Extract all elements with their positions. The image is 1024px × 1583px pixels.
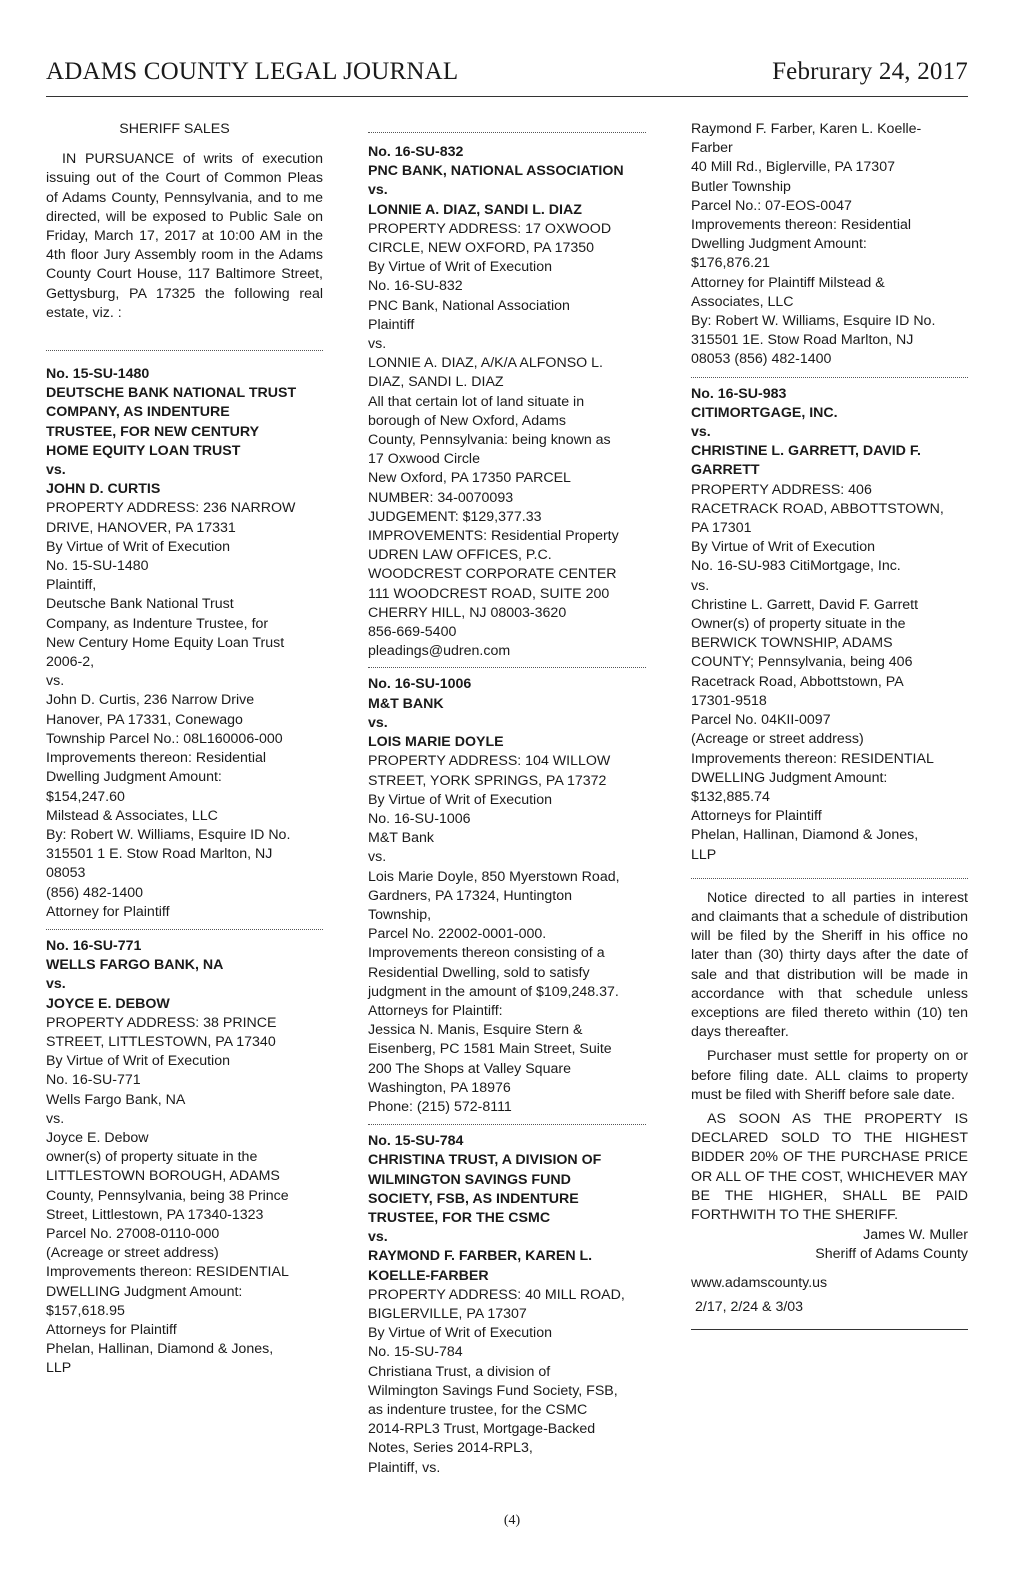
- case-detail-line: vs.: [691, 577, 710, 594]
- case-detail-line: Parcel No. 22002-0001-000.: [368, 926, 547, 943]
- case-detail-line: Phelan, Hallinan, Diamond & Jones,: [691, 827, 919, 844]
- case-detail-line: Plaintiff, vs.: [368, 1459, 441, 1476]
- separator: [691, 377, 968, 378]
- case-detail-line: DRIVE, HANOVER, PA 17331: [46, 519, 236, 536]
- case-detail-line: PROPERTY ADDRESS: 104 WILLOW: [368, 753, 611, 770]
- case-detail-line: By Virtue of Writ of Execution: [46, 538, 230, 555]
- case-detail-line: JUDGEMENT: $129,377.33: [368, 508, 542, 525]
- case-detail-line: Milstead & Associates, LLC: [46, 807, 218, 824]
- case-detail-line: PNC Bank, National Association: [368, 297, 570, 314]
- case-detail-line: Butler Township: [691, 178, 791, 195]
- case-detail-line: 2006-2,: [46, 654, 95, 671]
- case-detail-line: 315501 1E. Stow Road Marlton, NJ: [691, 332, 914, 349]
- case-detail-line: PROPERTY ADDRESS: 236 NARROW: [46, 500, 296, 517]
- case-detail-line: DWELLING Judgment Amount:: [46, 1283, 243, 1300]
- case-detail-line: (Acreage or street address): [691, 731, 864, 748]
- case-detail-line: vs.: [368, 336, 387, 353]
- defendant-line: GARRETT: [691, 462, 760, 479]
- defendant-line: LOIS MARIE DOYLE: [368, 734, 504, 751]
- case-listing: [368, 1132, 646, 1478]
- case-detail-line: Gardners, PA 17324, Huntington: [368, 887, 573, 904]
- case-detail-line: No. 15-SU-784: [368, 1344, 463, 1361]
- case-detail-line: Christine L. Garrett, David F. Garrett: [691, 596, 919, 613]
- case-detail-line: No. 15-SU-1480: [46, 558, 149, 575]
- case-detail-line: vs.: [46, 1110, 65, 1127]
- case-number: No. 16-SU-983: [691, 385, 787, 402]
- case-detail-line: 856-669-5400: [368, 624, 457, 641]
- case-listing: [368, 143, 646, 661]
- case-detail-line: Raymond F. Farber, Karen L. Koelle-: [691, 121, 922, 137]
- case-detail-line: By Virtue of Writ of Execution: [46, 1053, 230, 1070]
- case-detail-line: Company, as Indenture Trustee, for: [46, 615, 269, 632]
- case-detail-line: $132,885.74: [691, 788, 770, 805]
- case-detail-line: RACETRACK ROAD, ABBOTTSTOWN,: [691, 500, 944, 517]
- case-detail-line: 08053 (856) 482-1400: [691, 351, 832, 368]
- case-detail-line: County, Pennsylvania: being known as: [368, 432, 611, 449]
- case-detail-line: $157,618.95: [46, 1302, 125, 1319]
- case-detail-line: Owner(s) of property situate in the: [691, 616, 906, 633]
- case-detail-line: 08053: [46, 865, 86, 882]
- case-detail-line: By Virtue of Writ of Execution: [368, 259, 552, 276]
- case-number: No. 16-SU-1006: [368, 676, 472, 693]
- case-detail-line: PROPERTY ADDRESS: 38 PRINCE: [46, 1014, 277, 1031]
- case-detail-line: Parcel No. 27008-0110-000: [46, 1225, 220, 1242]
- case-detail-line: borough of New Oxford, Adams: [368, 412, 566, 429]
- case-detail-line: Phone: (215) 572-8111: [368, 1098, 512, 1115]
- case-detail-line: Farber: [691, 140, 733, 157]
- versus-label: vs.: [46, 462, 66, 479]
- versus-label: vs.: [368, 182, 388, 199]
- case-detail-line: Township Parcel No.: 08L160006-000: [46, 730, 283, 747]
- case-detail-line: Improvements thereon: RESIDENTIAL: [46, 1264, 289, 1281]
- case-detail-line: NUMBER: 34-0070093: [368, 489, 514, 506]
- case-detail-line: M&T Bank: [368, 830, 434, 847]
- case-detail-line: (Acreage or street address): [46, 1245, 219, 1262]
- case-detail-line: Attorney for Plaintiff Milstead &: [691, 274, 885, 291]
- case-detail-line: Dwelling Judgment Amount:: [46, 769, 222, 786]
- case-detail-line: Eisenberg, PC 1581 Main Street, Suite: [368, 1041, 612, 1058]
- case-detail-line: PROPERTY ADDRESS: 17 OXWOOD: [368, 220, 612, 237]
- case-detail-line: 200 The Shops at Valley Square: [368, 1060, 571, 1077]
- plaintiff-line: PNC BANK, NATIONAL ASSOCIATION: [368, 163, 624, 180]
- case-detail-line: CHERRY HILL, NJ 08003-3620: [368, 604, 567, 621]
- page-number: (4): [503, 1513, 521, 1528]
- journal-header: [46, 58, 968, 94]
- case-detail-line: Improvements thereon: RESIDENTIAL: [691, 750, 934, 767]
- case-detail-line: County, Pennsylvania, being 38 Prince: [46, 1187, 289, 1204]
- case-detail-line: UDREN LAW OFFICES, P.C.: [368, 547, 552, 564]
- separator: [46, 929, 323, 930]
- case-detail-line: Plaintiff,: [46, 577, 97, 594]
- separator: [368, 667, 646, 668]
- case-detail-line: Parcel No. 04KII-0097: [691, 712, 831, 729]
- plaintiff-line: HOME EQUITY LOAN TRUST: [46, 442, 241, 459]
- case-detail-line: Parcel No.: 07-EOS-0047: [691, 197, 852, 214]
- plaintiff-line: TRUSTEE, FOR NEW CENTURY: [46, 423, 260, 440]
- case-detail-line: No. 16-SU-983 CitiMortgage, Inc.: [691, 558, 901, 575]
- case-detail-line: By Virtue of Writ of Execution: [691, 539, 875, 556]
- case-detail-line: PROPERTY ADDRESS: 40 MILL ROAD,: [368, 1286, 625, 1303]
- defendant-line: LONNIE A. DIAZ, SANDI L. DIAZ: [368, 201, 582, 218]
- case-detail-line: Deutsche Bank National Trust: [46, 596, 234, 613]
- case-detail-line: BERWICK TOWNSHIP, ADAMS: [691, 635, 893, 652]
- defendant-line: RAYMOND F. FARBER, KAREN L.: [368, 1248, 593, 1265]
- case-detail-line: No. 16-SU-1006: [368, 810, 471, 827]
- case-detail-line: By Virtue of Writ of Execution: [368, 1325, 552, 1342]
- case-detail-line: Joyce E. Debow: [46, 1129, 149, 1146]
- case-detail-line: STREET, YORK SPRINGS, PA 17372: [368, 772, 607, 789]
- column-3: [691, 120, 968, 1330]
- case-detail-line: Notes, Series 2014-RPL3,: [368, 1440, 533, 1457]
- header-rule: [46, 96, 968, 97]
- case-detail-line: Racetrack Road, Abbottstown, PA: [691, 673, 904, 690]
- case-detail-line: $154,247.60: [46, 788, 125, 805]
- versus-label: vs.: [691, 424, 711, 441]
- case-listing: [691, 385, 968, 865]
- case-detail-line: WOODCREST CORPORATE CENTER: [368, 566, 617, 583]
- plaintiff-line: SOCIETY, FSB, AS INDENTURE: [368, 1190, 579, 1207]
- plaintiff-line: COMPANY, AS INDENTURE: [46, 404, 230, 421]
- website-link: www.adamscounty.us: [691, 1274, 828, 1291]
- case-detail-line: BIGLERVILLE, PA 17307: [368, 1305, 527, 1322]
- plaintiff-line: WILMINGTON SAVINGS FUND: [368, 1171, 571, 1188]
- defendant-line: CHRISTINE L. GARRETT, DAVID F.: [691, 443, 921, 460]
- case-detail-line: Phelan, Hallinan, Diamond & Jones,: [46, 1341, 274, 1358]
- case-number: No. 15-SU-1480: [46, 366, 150, 383]
- versus-label: vs.: [368, 714, 388, 731]
- signer-title: Sheriff of Adams County: [815, 1246, 968, 1263]
- case-detail-line: By Virtue of Writ of Execution: [368, 791, 552, 808]
- case-detail-line: LITTLESTOWN BOROUGH, ADAMS: [46, 1168, 280, 1185]
- case-listing: [46, 937, 323, 1379]
- versus-label: vs.: [368, 1229, 388, 1246]
- case-detail-line: No. 16-SU-771: [46, 1072, 141, 1089]
- case-detail-line: Attorneys for Plaintiff: [46, 1321, 177, 1338]
- case-detail-line: 17301-9518: [691, 692, 767, 709]
- case-detail-line: Washington, PA 18976: [368, 1079, 511, 1096]
- issue-date: Februrary 24, 2017: [772, 58, 968, 85]
- case-detail-line: Attorneys for Plaintiff: [691, 808, 822, 825]
- plaintiff-line: M&T BANK: [368, 695, 444, 712]
- versus-label: vs.: [46, 976, 66, 993]
- case-detail-line: Attorney for Plaintiff: [46, 903, 170, 920]
- case-detail-line: Hanover, PA 17331, Conewago: [46, 711, 243, 728]
- plaintiff-line: TRUSTEE, FOR THE CSMC: [368, 1209, 551, 1226]
- case-detail-line: Township,: [368, 906, 432, 923]
- case-detail-line: CIRCLE, NEW OXFORD, PA 17350: [368, 240, 595, 257]
- case-detail-line: Jessica N. Manis, Esquire Stern &: [368, 1022, 583, 1039]
- case-detail-line: 40 Mill Rd., Biglerville, PA 17307: [691, 159, 895, 176]
- case-detail-line: By: Robert W. Williams, Esquire ID No.: [691, 313, 936, 330]
- plaintiff-line: WELLS FARGO BANK, NA: [46, 957, 224, 974]
- separator: [691, 878, 968, 879]
- signer-name: James W. Muller: [863, 1227, 968, 1244]
- case-detail-line: judgment in the amount of $109,248.37.: [368, 983, 619, 1000]
- settlement-notice: Purchaser must settle for property on or before filing date. ALL claims to property must be filed with Sheriff before sale date.: [691, 1048, 968, 1103]
- defendant-line: JOYCE E. DEBOW: [46, 995, 170, 1012]
- case-number: No. 16-SU-832: [368, 144, 464, 160]
- case-continued: [691, 120, 968, 370]
- case-detail-line: Residential Dwelling, sold to satisfy: [368, 964, 590, 981]
- case-detail-line: STREET, LITTLESTOWN, PA 17340: [46, 1033, 276, 1050]
- case-detail-line: Dwelling Judgment Amount:: [691, 236, 867, 253]
- case-detail-line: 17 Oxwood Circle: [368, 451, 480, 468]
- case-detail-line: No. 16-SU-832: [368, 278, 463, 295]
- closing-rule: [691, 1329, 968, 1330]
- case-listing: [46, 365, 323, 922]
- case-detail-line: 2014-RPL3 Trust, Mortgage-Backed: [368, 1421, 596, 1438]
- payment-notice: AS SOON AS THE PROPERTY IS DECLARED SOLD TO THE HIGHEST BIDDER 20% OF THE PURCHASE PRICE OR ALL OF THE COST, WHICHEVER MAY BE THE HIGHER, SHALL BE PAID FORTHWITH TO THE SHERIFF.: [691, 1110, 968, 1223]
- case-detail-line: DWELLING Judgment Amount:: [691, 769, 888, 786]
- case-detail-line: 111 WOODCREST ROAD, SUITE 200: [368, 585, 610, 602]
- case-detail-line: Wilmington Savings Fund Society, FSB,: [368, 1382, 618, 1399]
- case-detail-line: John D. Curtis, 236 Narrow Drive: [46, 692, 255, 709]
- case-detail-line: COUNTY; Pennsylvania, being 406: [691, 654, 913, 671]
- case-number: No. 16-SU-771: [46, 937, 142, 954]
- case-detail-line: (856) 482-1400: [46, 884, 144, 901]
- separator: [368, 132, 646, 133]
- journal-title: ADAMS COUNTY LEGAL JOURNAL: [46, 58, 459, 85]
- case-detail-line: All that certain lot of land situate in: [368, 393, 585, 410]
- column-2: [368, 120, 646, 1478]
- plaintiff-line: CHRISTINA TRUST, A DIVISION OF: [368, 1152, 602, 1169]
- case-detail-line: New Oxford, PA 17350 PARCEL: [368, 470, 571, 487]
- case-detail-line: owner(s) of property situate in the: [46, 1149, 258, 1166]
- case-detail-line: vs.: [46, 673, 65, 690]
- case-detail-line: DIAZ, SANDI L. DIAZ: [368, 374, 504, 391]
- case-detail-line: New Century Home Equity Loan Trust: [46, 634, 285, 651]
- intro-paragraph: IN PURSUANCE of writs of execution issuing out of the Court of Common Pleas of Adams County, Pennsylvania, and to me directed, will be exposed to Public Sale on Friday, March 17, 2017 at 10:00 AM in the 4th floor Jury Assembly room in the Adams County Court House, 117 Baltimore Street, Gettysburg, PA 17325 the following real estate, viz. :: [46, 151, 323, 321]
- defendant-line: KOELLE-FARBER: [368, 1267, 489, 1284]
- case-detail-line: Plaintiff: [368, 316, 415, 333]
- case-detail-line: $176,876.21: [691, 255, 770, 272]
- case-detail-line: 315501 1 E. Stow Road Marlton, NJ: [46, 846, 273, 863]
- case-detail-line: PA 17301: [691, 520, 752, 537]
- case-detail-line: Attorneys for Plaintiff:: [368, 1002, 503, 1019]
- case-detail-line: Lois Marie Doyle, 850 Myerstown Road,: [368, 868, 620, 885]
- section-heading: SHERIFF SALES: [119, 121, 230, 137]
- defendant-line: JOHN D. CURTIS: [46, 481, 161, 498]
- separator: [368, 1124, 646, 1125]
- case-detail-line: By: Robert W. Williams, Esquire ID No.: [46, 826, 291, 843]
- case-listing: [368, 675, 646, 1117]
- case-detail-line: Christiana Trust, a division of: [368, 1363, 551, 1380]
- case-detail-line: IMPROVEMENTS: Residential Property: [368, 528, 619, 545]
- column-1: [46, 120, 323, 1379]
- distribution-notice: Notice directed to all parties in interest and claimants that a schedule of distribution will be filed by the Sheriff in his office no later than (30) thirty days after the date of sale and that distribution will be made in accordance with that schedule unless exceptions are filed thereto within (10) ten days thereafter.: [691, 889, 968, 1041]
- case-detail-line: vs.: [368, 849, 387, 866]
- case-detail-line: Improvements thereon consisting of a: [368, 945, 605, 962]
- plaintiff-line: CITIMORTGAGE, INC.: [691, 404, 838, 421]
- case-detail-line: as indenture trustee, for the CSMC: [368, 1402, 588, 1418]
- case-detail-line: Wells Fargo Bank, NA: [46, 1091, 186, 1108]
- case-detail-line: Street, Littlestown, PA 17340-1323: [46, 1206, 264, 1223]
- plaintiff-line: DEUTSCHE BANK NATIONAL TRUST: [46, 385, 297, 402]
- case-detail-line: Associates, LLC: [691, 293, 794, 310]
- case-number: No. 15-SU-784: [368, 1133, 464, 1150]
- case-detail-line: Improvements thereon: Residential: [46, 750, 267, 767]
- case-detail-line: pleadings@udren.com: [368, 643, 511, 660]
- case-detail-line: LLP: [691, 846, 717, 863]
- publication-dates: 2/17, 2/24 & 3/03: [695, 1298, 804, 1315]
- case-detail-line: PROPERTY ADDRESS: 406: [691, 481, 872, 498]
- separator: [46, 350, 323, 351]
- case-detail-line: LLP: [46, 1360, 72, 1377]
- case-detail-line: Improvements thereon: Residential: [691, 217, 912, 234]
- case-detail-line: LONNIE A. DIAZ, A/K/A ALFONSO L.: [368, 355, 603, 372]
